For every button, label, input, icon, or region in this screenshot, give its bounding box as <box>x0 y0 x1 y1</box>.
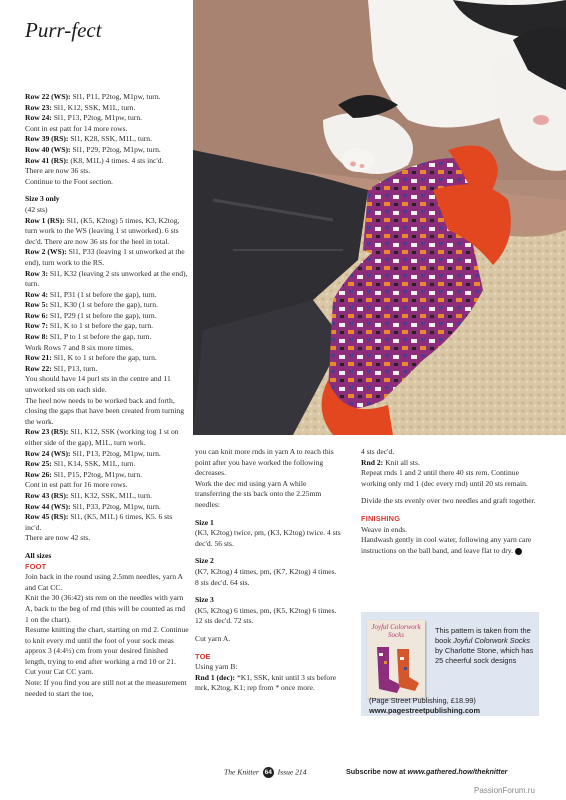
heel-row-label: Row 39 (RS): <box>25 134 69 144</box>
heel-size3-row <box>25 533 190 544</box>
toe-heading: TOE <box>195 651 211 661</box>
foot-paragraph: Knit the 30 (36:42) sts rem on the needles with yarn A, back to the beg of rnd (this will be counted as rnd 1 on the chart). <box>25 593 186 624</box>
heel-size3-row-text: Sl1, K32, SSK, M1L, turn. <box>70 490 153 500</box>
size3-heading: Size 3 only <box>25 194 60 204</box>
page-title: Purr-fect <box>25 18 102 42</box>
heel-size3-row-text: Work Rows 7 and 8 six more times. <box>25 342 134 352</box>
heel-size3-row <box>25 311 190 322</box>
heel-size3-row <box>25 247 190 268</box>
heel-row <box>25 166 190 177</box>
toe-round-1-text: *K1, SSK, knit until 3 sts before mrk, K2tog, K1; rep from * once more. <box>195 672 337 693</box>
heel-row-text: Continue to the Foot section. <box>25 176 113 186</box>
size2-heading: Size 2 <box>195 556 214 566</box>
end-mark-icon <box>515 548 522 555</box>
heel-size3-row <box>25 353 190 364</box>
text-column-2 <box>195 447 343 694</box>
size3-dec-heading: Size 3 <box>195 595 214 605</box>
promo-book-name: Joyful Colorwork Socks <box>453 636 530 645</box>
heel-size3-row-label: Row 22: <box>25 363 52 373</box>
cat-socks-photo <box>193 0 566 435</box>
book-cover-image <box>367 620 425 698</box>
heel-row-text: Sl1, P11, P2tog, M1pw, turn. <box>72 92 161 101</box>
heel-size3-row-label: Row 24 (WS): <box>25 448 71 458</box>
book-cover-title: Joyful Colorwork Socks <box>371 623 421 639</box>
heel-row-text: Sl1, P13, P2tog, M1pw, turn. <box>53 113 143 123</box>
heel-row <box>25 113 190 124</box>
heel-size3-row-text: Sl1, P15, P2tog, M1pw, turn. <box>53 469 143 479</box>
heel-row-text: Sl1, K28, SSK, M1L, turn. <box>70 134 153 144</box>
footer-issue: Issue 214 <box>277 767 307 777</box>
foot-paragraph: Join back in the round using 2.5mm needles, yarn A and Cat CC. <box>25 572 183 592</box>
heel-size3-row <box>25 321 190 332</box>
size3-dec-text: (K5, K2tog) 6 times, pm, (K5, K2tog) 6 times. <box>195 605 337 615</box>
heel-size3-row <box>25 216 190 248</box>
heel-size3-row <box>25 300 190 311</box>
foot-continued: you can knit more rnds in yarn A to reach this point after you have worked the following decreases. <box>195 447 334 478</box>
heel-size3-row-text: Sl1, P33 (leaving 1 st unworked at the end), turn work to the RS. <box>25 247 185 267</box>
toe-round-1-label: Rnd 1 (dec): <box>195 672 236 682</box>
size1-heading: Size 1 <box>195 517 214 527</box>
finishing-heading: FINISHING <box>361 513 401 523</box>
heel-size3-row <box>25 396 190 428</box>
heel-row <box>25 103 190 114</box>
watermark: PassionForum.ru <box>474 786 535 795</box>
heel-row-text: Cont in est patt for 14 more rows. <box>25 123 128 133</box>
size3-stitch-count: (42 sts) <box>25 204 48 214</box>
graft-text: Divide the sts evenly over two needles and graft together. <box>361 496 536 506</box>
heel-size3-row-label: Row 7: <box>25 321 48 331</box>
heel-size3-row-text: Sl1, K32 (leaving 2 sts unworked at the end), turn. <box>25 268 188 289</box>
heel-size3-row <box>25 470 190 481</box>
heel-size3-row <box>25 269 190 290</box>
footer-magazine <box>224 767 307 778</box>
heel-size3-row-text: Sl1, (K5, K2tog) 5 times, K3, K2tog, turn work to the WS (leaving 1 st unworked). 6 sts dec'd. There are now 36 sts for the heel in total. <box>25 215 180 246</box>
finishing-weave: Weave in ends. <box>361 524 407 534</box>
heel-row-label: Row 41 (RS): <box>25 155 69 165</box>
heel-row-text: There are now 36 sts. <box>25 166 91 176</box>
heel-size3-row-label: Row 26: <box>25 469 52 479</box>
footer-subscribe <box>346 767 507 776</box>
subscribe-link[interactable]: www.gathered.how/theknitter <box>407 767 508 776</box>
toe-text: Using yarn B: <box>195 662 238 672</box>
heel-size3-row-label: Row 6: <box>25 310 48 320</box>
size3-dec-text-2: 12 sts dec'd. 72 sts. <box>195 616 254 626</box>
heel-size3-row <box>25 491 190 502</box>
heel-size3-row-label: Row 43 (RS): <box>25 490 69 500</box>
heel-size3-row-text: Sl1, P to 1 st before the gap, turn. <box>49 332 152 342</box>
foot-instructions <box>25 572 190 699</box>
heel-size3-row-text: The heel now needs to be worked back and forth, closing the gaps that have been created from turning the work. <box>25 395 184 426</box>
text-column-1 <box>25 92 190 699</box>
heel-size3-row-label: Row 45 (RS): <box>25 512 69 522</box>
heel-size3-row-label: Row 4: <box>25 289 48 299</box>
heel-size3-row-text: There are now 42 sts. <box>25 533 91 543</box>
heel-size3-row-label: Row 1 (RS): <box>25 215 65 225</box>
cut-yarn-text: Cut yarn A. <box>195 633 231 643</box>
heel-size3-row <box>25 332 190 343</box>
promo-publisher: (Page Street Publishing, £18.99) <box>369 696 476 705</box>
heel-row <box>25 177 190 188</box>
text-column-3 <box>361 447 541 556</box>
heel-size3-row-text: Cont in est patt for 16 more rows. <box>25 480 128 490</box>
heel-row <box>25 124 190 135</box>
toe-round-2-label: Rnd 2: <box>361 457 384 467</box>
footer-magazine-name: The Knitter <box>224 767 259 777</box>
heel-row <box>25 145 190 156</box>
heel-size3-row <box>25 364 190 375</box>
foot-paragraph: Cut your Cat CC yarn. <box>25 667 94 677</box>
heel-size3-row <box>25 449 190 460</box>
heel-size3-row-text: Sl1, K to 1 st before the gap, turn. <box>49 321 154 331</box>
heel-size3-row <box>25 512 190 533</box>
heel-row-text: Sl1, K12, SSK, M1L, turn. <box>53 102 136 112</box>
heel-row-label: Row 40 (WS): <box>25 144 71 154</box>
heel-row-text: (K8, M1L) 4 times. 4 sts inc'd. <box>70 155 164 165</box>
toe-dec-count: 4 sts dec'd. <box>361 447 395 456</box>
promo-text-b: by Charlotte Stone, which has 25 cheerful sock designs <box>435 646 534 665</box>
foot-heading: FOOT <box>25 561 47 571</box>
heel-size3-row-label: Row 3: <box>25 268 48 278</box>
heel-row-label: Row 23: <box>25 102 52 112</box>
heel-row <box>25 92 190 103</box>
toe-round-2-text: Knit all sts. <box>385 457 420 467</box>
heel-row <box>25 134 190 145</box>
heel-size3-row-text: Sl1, K12, SSK (working tog 1 st on either side of the gap), M1L, turn work. <box>25 427 179 447</box>
heel-size3-row-text: Sl1, P29 (1 st before the gap), turn. <box>49 310 157 320</box>
heel-row-text: Sl1, P29, P2tog, M1pw, turn. <box>72 144 161 154</box>
heel-rows-size3 <box>25 216 190 544</box>
finishing-wash <box>361 535 541 556</box>
heel-size3-row <box>25 459 190 470</box>
all-sizes-heading: All sizes <box>25 550 52 560</box>
heel-size3-row <box>25 290 190 301</box>
toe-repeat-text: Repeat rnds 1 and 2 until there 40 sts rem. Continue working only rnd 1 (dec every rnd) until 20 sts remain. <box>361 468 528 488</box>
heel-row-label: Row 22 (WS): <box>25 92 71 101</box>
finishing-wash-text: Handwash gently in cool water, following any yarn care instructions on the ball band, and leave flat to dry. <box>361 535 532 555</box>
heel-size3-row-text: Sl1, P13, P2tog, M1pw, turn. <box>72 448 161 458</box>
heel-size3-row-text: Sl1, P31 (1 st before the gap), turn. <box>49 289 157 299</box>
heel-row-label: Row 24: <box>25 113 52 123</box>
size2-text-2: 8 sts dec'd. 64 sts. <box>195 577 250 587</box>
heel-size3-row <box>25 374 190 395</box>
subscribe-prefix: Subscribe now at <box>346 767 408 776</box>
heel-size3-row-label: Row 5: <box>25 300 48 310</box>
heel-size3-row-text: Sl1, K14, SSK, M1L, turn. <box>53 459 136 469</box>
heel-size3-row-text: Sl1, P33, P2tog, M1pw, turn. <box>72 501 161 511</box>
size1-text: (K3, K2tog) twice, pm, (K3, K2tog) twice. 4 sts dec'd. 56 sts. <box>195 528 341 548</box>
heel-size3-row-text: Sl1, K30 (1 st before the gap), turn. <box>49 300 158 310</box>
promo-description <box>435 626 537 666</box>
heel-size3-row <box>25 502 190 513</box>
page-number: 64 <box>264 769 272 776</box>
heel-size3-row-label: Row 23 (RS): <box>25 427 69 437</box>
heel-row <box>25 156 190 167</box>
heel-size3-row-text: Sl1, (K5, M1L) 6 times, K5. 6 sts inc'd. <box>25 512 173 532</box>
book-promo-box <box>361 612 539 716</box>
heel-size3-row <box>25 343 190 354</box>
heel-size3-row-label: Row 8: <box>25 332 48 342</box>
foot-paragraph: Resume knitting the chart, starting on rnd 2. Continue to knit every rnd until the foot of your sock meas approx 3 (4:4½) cm from your desired finished length, trying to end after working a rnd 10 or 21. <box>25 625 189 666</box>
heel-rows-size2 <box>25 92 190 187</box>
heel-size3-row-text: Sl1, K to 1 st before the gap, turn. <box>53 353 157 363</box>
heel-size3-row <box>25 480 190 491</box>
heel-size3-row-label: Row 2 (WS): <box>25 247 67 257</box>
toe-round-2 <box>361 458 541 469</box>
publisher-link[interactable]: www.pagestreetpublishing.com <box>369 706 481 715</box>
heel-size3-row <box>25 427 190 448</box>
heel-size3-row-label: Row 25: <box>25 459 52 469</box>
heel-size3-row-label: Row 21: <box>25 353 52 363</box>
heel-size3-row-text: You should have 14 purl sts in the centre and 11 unworked sts on each side. <box>25 374 171 395</box>
promo-text-a: This pattern is taken from the book <box>435 626 531 645</box>
heel-size3-row-label: Row 44 (WS): <box>25 501 71 511</box>
promo-publisher-block <box>369 696 537 716</box>
size2-text: (K7, K2tog) 4 times, pm, (K7, K2tog) 4 times. <box>195 566 337 576</box>
foot-paragraph: Note: If you find you are still not at the measurement needed to start the toe, <box>25 678 187 698</box>
toe-round-1 <box>195 673 343 694</box>
dec-round-intro: Work the dec rnd using yarn A while transferring the sts back onto the 2.25mm needles: <box>195 478 322 509</box>
heel-size3-row-text: Sl1, P13, turn. <box>53 363 98 373</box>
